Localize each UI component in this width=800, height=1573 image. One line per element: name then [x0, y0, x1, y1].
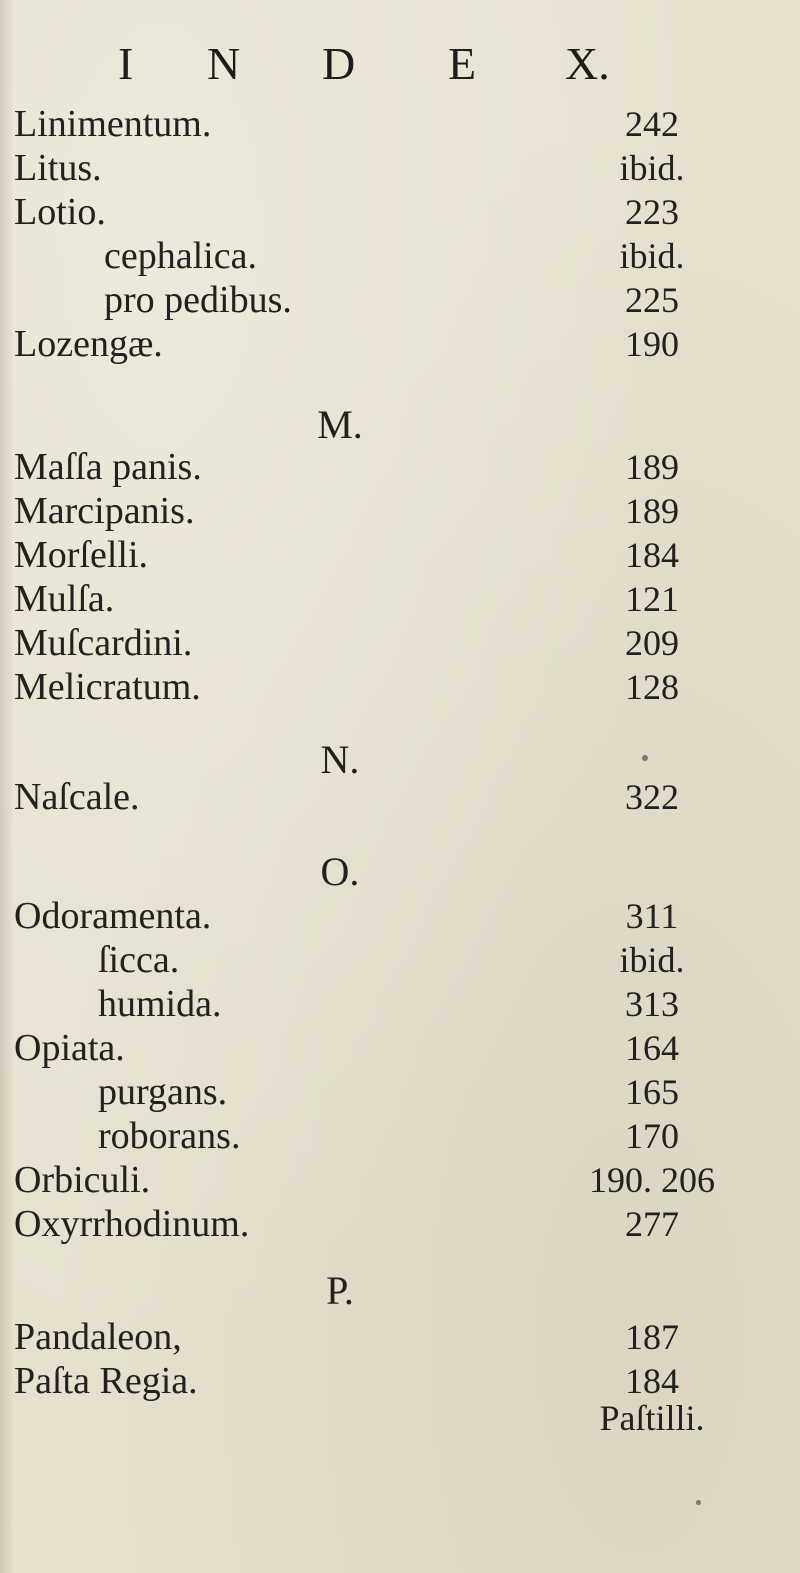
entry-term: pro pedibus.: [104, 279, 292, 321]
index-entry: [0, 576, 800, 622]
section-letter: M.: [317, 402, 363, 447]
section-heading: [0, 847, 800, 897]
entry-term: Paſta Regia.: [14, 1360, 198, 1402]
index-entry: [0, 1157, 800, 1203]
entry-term: Linimentum.: [14, 103, 212, 145]
entry-term: Marcipanis.: [14, 490, 195, 532]
header-letter: E: [448, 38, 477, 89]
entry-page: ibid.: [619, 148, 685, 188]
entry-term: ſicca.: [98, 939, 180, 981]
header-letter: N: [207, 38, 241, 89]
entry-page: 121: [625, 579, 679, 619]
entry-term: Oxyrrhodinum.: [14, 1203, 250, 1245]
index-entry: [0, 893, 800, 939]
entry-page: 242: [625, 104, 679, 144]
index-entry: [0, 145, 800, 191]
entry-page: 190. 206: [589, 1160, 715, 1200]
index-entry: [0, 532, 800, 578]
entry-page: 209: [625, 623, 679, 663]
index-entry: [0, 488, 800, 534]
section-letter: O.: [320, 849, 360, 894]
entry-page: 165: [625, 1072, 679, 1112]
index-entry: [0, 774, 800, 820]
entry-term: roborans.: [98, 1115, 241, 1157]
index-entry: [0, 1113, 800, 1159]
entry-term: Orbiculi.: [14, 1159, 151, 1201]
entry-page: 170: [625, 1116, 679, 1156]
header-letter: I: [118, 38, 134, 89]
entry-term: Odoramenta.: [14, 895, 212, 937]
index-entry: [0, 1201, 800, 1247]
ink-speck: [696, 1500, 701, 1505]
catchword: Paſtilli.: [599, 1398, 705, 1438]
entry-term: humida.: [98, 983, 222, 1025]
entry-term: Lotio.: [14, 191, 106, 233]
entry-page: 223: [625, 192, 679, 232]
entry-term: Naſcale.: [14, 776, 140, 818]
index-entry: [0, 1025, 800, 1071]
section-letter: N.: [320, 737, 360, 782]
entry-page: 187: [625, 1317, 679, 1357]
section-heading: [0, 400, 800, 450]
entry-term: cephalica.: [104, 235, 257, 277]
entry-page: 189: [625, 447, 679, 487]
entry-term: Melicratum.: [14, 666, 201, 708]
header-letter: D: [322, 38, 356, 89]
entry-page: 128: [625, 667, 679, 707]
entry-page: 184: [625, 535, 679, 575]
index-entry: [0, 620, 800, 666]
ink-speck: [642, 755, 648, 761]
entry-page: 190: [625, 324, 679, 364]
index-entry: [0, 1314, 800, 1360]
entry-page: 164: [625, 1028, 679, 1068]
entry-term: purgans.: [98, 1071, 228, 1113]
entry-term: Morſelli.: [14, 534, 149, 576]
section-letter: P.: [326, 1268, 354, 1313]
index-entry: [0, 444, 800, 490]
entry-page: 313: [625, 984, 679, 1024]
entry-page: ibid.: [619, 940, 685, 980]
entry-term: Maſſa panis.: [14, 446, 202, 488]
entry-term: Pandaleon,: [14, 1316, 182, 1358]
entry-page: 277: [625, 1204, 679, 1244]
entry-term: Litus.: [14, 147, 102, 189]
index-entry: [0, 101, 800, 147]
entry-page: 184: [625, 1361, 679, 1401]
entry-page: 225: [625, 280, 679, 320]
index-entry: [0, 981, 800, 1027]
entry-term: Lozengæ.: [14, 323, 163, 365]
entry-term: Opiata.: [14, 1027, 125, 1069]
index-entry: [0, 277, 800, 323]
entry-page: 311: [625, 896, 679, 936]
header-letter: X.: [565, 38, 610, 89]
index-entry: [0, 937, 800, 983]
index-entry: [0, 189, 800, 235]
section-heading: [0, 1266, 800, 1316]
index-header: [0, 34, 800, 104]
entry-term: Muſcardini.: [14, 622, 193, 664]
entry-page: 322: [625, 777, 679, 817]
index-entry: [0, 233, 800, 279]
entry-page: 189: [625, 491, 679, 531]
index-entry: [0, 1069, 800, 1115]
index-entry: [0, 321, 800, 367]
entry-page: ibid.: [619, 236, 685, 276]
entry-term: Mulſa.: [14, 578, 115, 620]
index-entry: [0, 664, 800, 710]
